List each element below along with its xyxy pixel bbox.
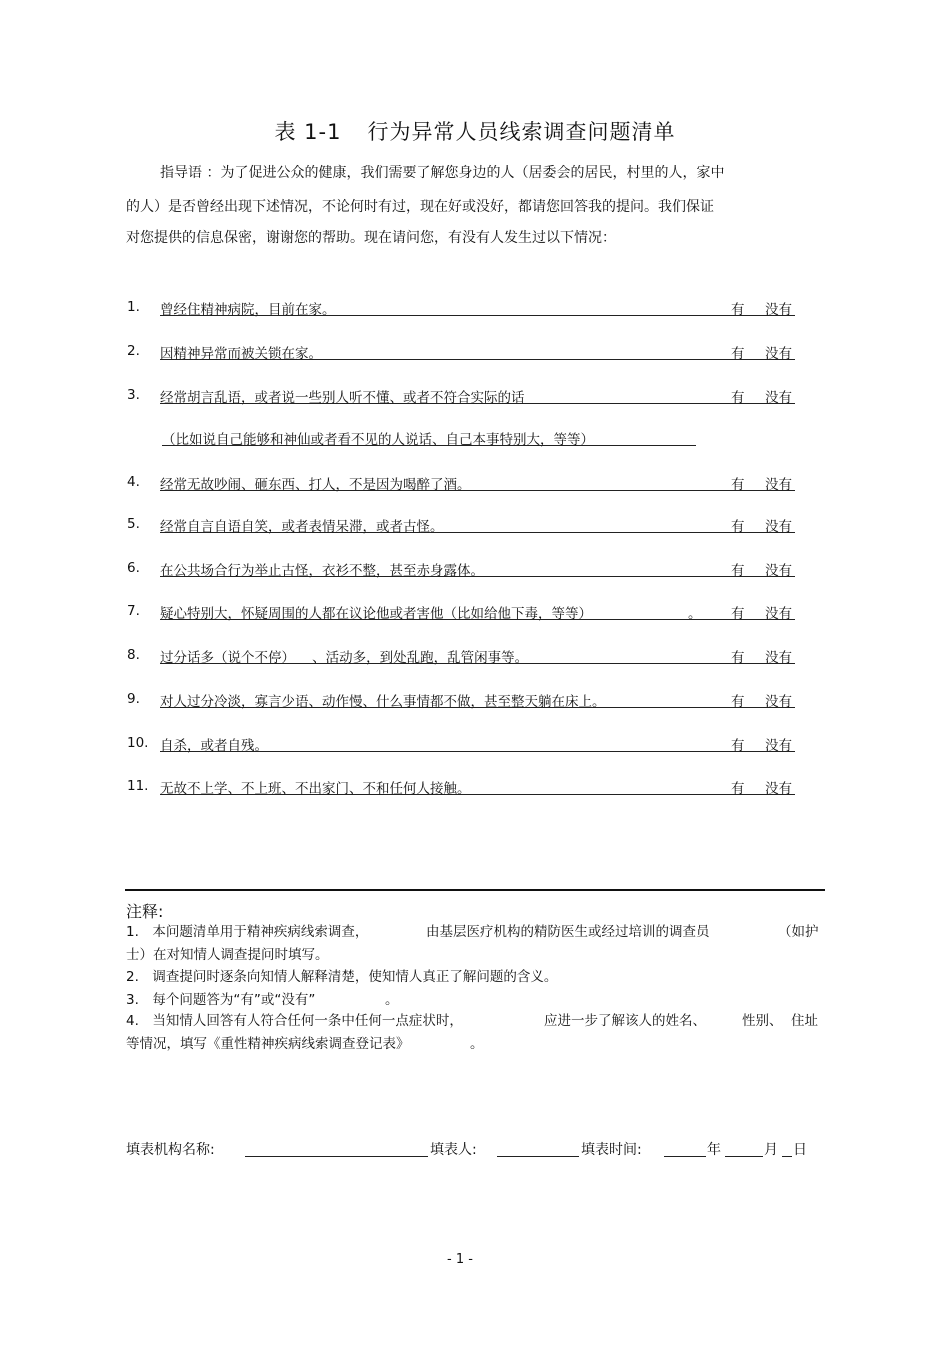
note-3-part-b: 。 xyxy=(385,992,399,1008)
underline xyxy=(160,359,795,360)
answer-no[interactable]: 没有 xyxy=(765,606,792,622)
question-text: 在公共场合行为举止古怪，衣衫不整，甚至赤身露体。 xyxy=(160,563,484,579)
org-name-label: 填表机构名称: xyxy=(126,1142,215,1158)
answer-no[interactable]: 没有 xyxy=(765,781,792,797)
answer-yes[interactable]: 有 xyxy=(731,606,745,622)
note-1-part-d: 士）在对知情人调查提问时填写。 xyxy=(126,947,329,963)
day-field[interactable] xyxy=(782,1156,792,1157)
note-1-part-b: 由基层医疗机构的精防医生或经过培训的调查员 xyxy=(426,924,710,940)
org-name-field[interactable] xyxy=(245,1156,428,1157)
answer-no[interactable]: 没有 xyxy=(765,650,792,666)
note-2: 2. 调查提问时逐条向知情人解释清楚，使知情人真正了解问题的含义。 xyxy=(126,969,558,985)
answer-no[interactable]: 没有 xyxy=(765,302,792,318)
question-text: 经常胡言乱语，或者说一些别人听不懂、或者不符合实际的话 xyxy=(160,390,525,406)
question-number: 6. xyxy=(127,560,140,576)
note-4-part-f: 。 xyxy=(470,1036,484,1052)
filler-field[interactable] xyxy=(497,1156,579,1157)
answer-yes[interactable]: 有 xyxy=(731,650,745,666)
answer-yes[interactable]: 有 xyxy=(731,563,745,579)
underline xyxy=(160,663,795,664)
underline xyxy=(160,532,795,533)
question-subtext: （比如说自己能够和神仙或者看不见的人说话、自己本事特别大，等等） xyxy=(162,432,594,448)
question-number: 2. xyxy=(127,343,140,359)
page-number: - 1 - xyxy=(447,1252,473,1267)
question-number: 7. xyxy=(127,603,140,619)
intro-line-3: 对您提供的信息保密，谢谢您的帮助。现在请问您，有没有人发生过以下情况： xyxy=(126,230,616,246)
note-4-part-b: 应进一步了解该人的姓名、 xyxy=(544,1013,706,1029)
question-number: 8. xyxy=(127,647,140,663)
day-label: 日 xyxy=(793,1142,807,1158)
answer-yes[interactable]: 有 xyxy=(731,477,745,493)
table-code: 表 1-1 xyxy=(274,120,342,144)
notes-heading: 注释: xyxy=(126,902,164,921)
answer-yes[interactable]: 有 xyxy=(731,346,745,362)
question-number: 3. xyxy=(127,387,140,403)
question-number: 10. xyxy=(127,735,149,751)
answer-yes[interactable]: 有 xyxy=(731,738,745,754)
answer-yes[interactable]: 有 xyxy=(731,519,745,535)
fill-time-label: 填表时间: xyxy=(581,1142,642,1158)
underline xyxy=(160,576,795,577)
question-text: 无故不上学、不上班、不出家门、不和任何人接触。 xyxy=(160,781,471,797)
intro-line-2: 的人）是否曾经出现下述情况，不论何时有过，现在好或没好，都请您回答我的提问。我们保证 xyxy=(126,199,714,215)
page-title xyxy=(0,116,950,146)
question-number: 4. xyxy=(127,474,140,490)
note-4-part-e: 等情况，填写《重性精神疾病线索调查登记表》 xyxy=(126,1036,410,1052)
filler-label: 填表人: xyxy=(430,1142,477,1158)
question-text: 过分话多（说个不停） 、活动多，到处乱跑，乱管闲事等。 xyxy=(160,650,529,666)
question-tail: 。 xyxy=(688,606,702,622)
note-4-part-a: 4. 当知情人回答有人符合任何一条中任何一点症状时， xyxy=(126,1013,463,1029)
underline xyxy=(160,315,795,316)
note-1-part-a: 1. 本问题清单用于精神疾病线索调查， xyxy=(126,924,369,940)
year-field[interactable] xyxy=(664,1156,706,1157)
question-text: 疑心特别大，怀疑周围的人都在议论他或者害他（比如给他下毒，等等） xyxy=(160,606,592,622)
answer-no[interactable]: 没有 xyxy=(765,346,792,362)
month-label: 月 xyxy=(764,1142,778,1158)
answer-no[interactable]: 没有 xyxy=(765,694,792,710)
underline xyxy=(160,794,795,795)
note-4-part-c: 性别、 xyxy=(742,1013,783,1029)
answer-yes[interactable]: 有 xyxy=(731,781,745,797)
underline xyxy=(160,751,795,752)
underline xyxy=(160,490,795,491)
intro-line-1: 指导语 ：为了促进公众的健康，我们需要了解您身边的人（居委会的居民，村里的人，家中 xyxy=(160,165,725,181)
question-text: 经常无故吵闹、砸东西、打人，不是因为喝醉了酒。 xyxy=(160,477,471,493)
question-text: 对人过分冷淡，寡言少语、动作慢、什么事情都不做，甚至整天躺在床上。 xyxy=(160,694,606,710)
note-1-part-c: （如护 xyxy=(778,924,819,940)
underline xyxy=(162,445,696,446)
note-3-part-a: 3. 每个问题答为“有”或“没有” xyxy=(126,992,316,1008)
notes-divider xyxy=(125,889,825,891)
question-number: 9. xyxy=(127,691,140,707)
question-number: 11. xyxy=(127,778,149,794)
question-text: 因精神异常而被关锁在家。 xyxy=(160,346,322,362)
underline xyxy=(160,619,795,620)
answer-no[interactable]: 没有 xyxy=(765,738,792,754)
answer-no[interactable]: 没有 xyxy=(765,519,792,535)
underline xyxy=(160,707,795,708)
answer-no[interactable]: 没有 xyxy=(765,390,792,406)
question-text: 自杀，或者自残。 xyxy=(160,738,268,754)
question-text: 经常自言自语自笑，或者表情呆滞，或者古怪。 xyxy=(160,519,444,535)
answer-no[interactable]: 没有 xyxy=(765,477,792,493)
question-number: 5. xyxy=(127,516,140,532)
year-label: 年 xyxy=(707,1142,721,1158)
month-field[interactable] xyxy=(725,1156,763,1157)
answer-no[interactable]: 没有 xyxy=(765,563,792,579)
title-text: 行为异常人员线索调查问题清单 xyxy=(367,120,676,144)
note-4-part-d: 住址 xyxy=(791,1013,818,1029)
question-text: 曾经住精神病院，目前在家。 xyxy=(160,302,336,318)
answer-yes[interactable]: 有 xyxy=(731,694,745,710)
underline xyxy=(160,403,795,404)
answer-yes[interactable]: 有 xyxy=(731,302,745,318)
question-number: 1. xyxy=(127,299,140,315)
answer-yes[interactable]: 有 xyxy=(731,390,745,406)
